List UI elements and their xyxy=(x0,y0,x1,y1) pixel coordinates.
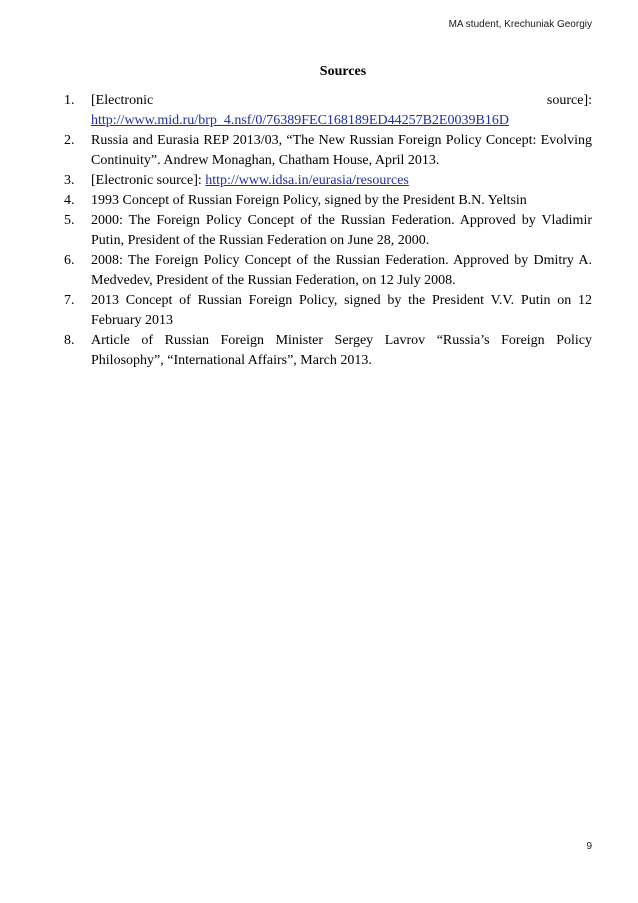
source-text: 2013 Concept of Russian Foreign Policy, signed by the President V.V. Putin on 12 February 2013 xyxy=(91,293,592,328)
source-line xyxy=(91,91,592,111)
source-text: Russia and Eurasia REP 2013/03, “The New Russian Foreign Policy Concept: Evolving Continuity”. Andrew Monaghan, Chatham House, April 2013. xyxy=(91,133,592,168)
source-number: 4. xyxy=(64,193,75,208)
page-header-author: MA student, Krechuniak Georgiy xyxy=(448,19,592,30)
source-number: 3. xyxy=(64,173,75,188)
source-item-3 xyxy=(64,171,592,191)
source-text: 1993 Concept of Russian Foreign Policy, signed by the President B.N. Yeltsin xyxy=(91,193,527,208)
source-text: 2008: The Foreign Policy Concept of the Russian Federation. Approved by Dmitry A. Medvedev, President of the Russian Federation, on 12 July 2008. xyxy=(91,253,592,288)
source-link[interactable]: http://www.idsa.in/eurasia/resources xyxy=(205,173,409,188)
source-item-6 xyxy=(64,251,592,291)
source-item-4 xyxy=(64,191,592,211)
page-title: Sources xyxy=(319,64,367,79)
source-number: 8. xyxy=(64,333,75,348)
source-number: 5. xyxy=(64,213,75,228)
source-item-2 xyxy=(64,131,592,171)
source-text: Article of Russian Foreign Minister Sergey Lavrov “Russia’s Foreign Policy Philosophy”, “International Affairs”, March 2013. xyxy=(91,333,592,368)
source-item-5 xyxy=(64,211,592,251)
source-item-1 xyxy=(64,91,592,131)
page-number: 9 xyxy=(586,841,592,852)
source-number: 2. xyxy=(64,133,75,148)
source-item-7 xyxy=(64,291,592,331)
source-number: 6. xyxy=(64,253,75,268)
sources-list xyxy=(64,91,592,371)
source-number: 1. xyxy=(64,93,75,108)
source-text: 2000: The Foreign Policy Concept of the Russian Federation. Approved by Vladimir Putin, President of the Russian Federation on June 28, 2000. xyxy=(91,213,592,248)
source-number: 7. xyxy=(64,293,75,308)
source-text: [Electronic source]: xyxy=(91,173,206,188)
source-text: [Electronic xyxy=(91,93,154,108)
source-link[interactable]: http://www.mid.ru/brp_4.nsf/0/76389FEC168189ED44257B2E0039B16D xyxy=(91,113,509,128)
source-item-8 xyxy=(64,331,592,371)
source-text: source]: xyxy=(546,93,592,108)
